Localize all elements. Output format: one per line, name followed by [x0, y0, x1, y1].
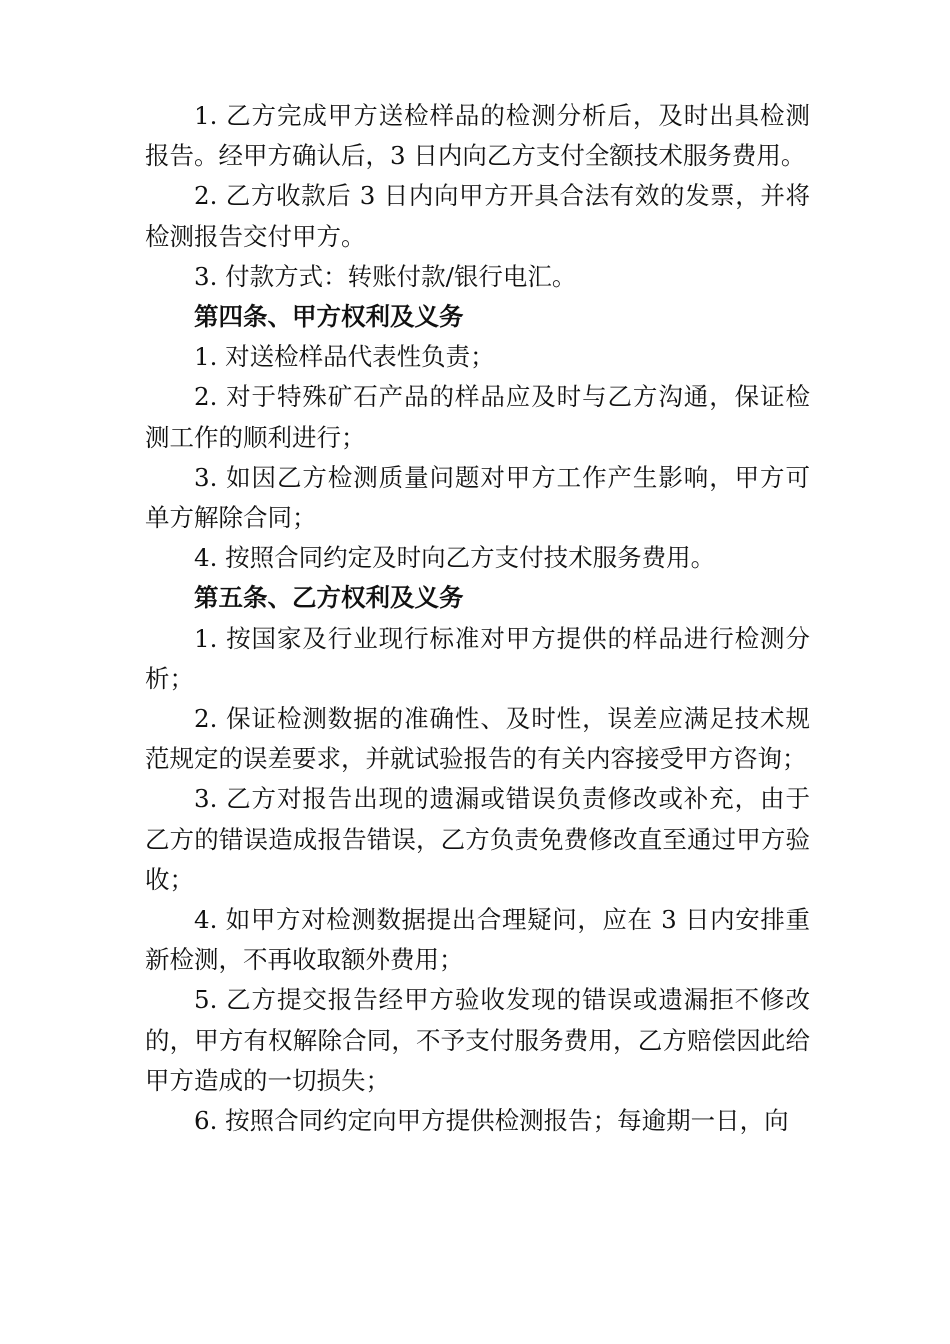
section-heading-article-5: 第五条、乙方权利及义务 [194, 583, 464, 613]
party-b-clause-2: 2. 保证检测数据的准确性、及时性，误差应满足技术规范规定的误差要求，并就试验报告的有关内容接受甲方咨询； [145, 704, 810, 774]
party-a-clause-2: 2. 对于特殊矿石产品的样品应及时与乙方沟通，保证检测工作的顺利进行； [145, 382, 810, 452]
payment-clause-2: 2. 乙方收款后 3 日内向甲方开具合法有效的发票，并将检测报告交付甲方。 [145, 181, 810, 251]
party-b-clause-1: 1. 按国家及行业现行标准对甲方提供的样品进行检测分析； [145, 623, 810, 693]
party-b-clause-6: 6. 按照合同约定向甲方提供检测报告；每逾期一日，向 [194, 1106, 789, 1136]
payment-clause-1: 1. 乙方完成甲方送检样品的检测分析后，及时出具检测报告。经甲方确认后，3 日内向乙方支付全额技术服务费用。 [145, 101, 810, 171]
party-a-clause-1: 1. 对送检样品代表性负责； [194, 342, 495, 372]
party-b-clause-3: 3. 乙方对报告出现的遗漏或错误负责修改或补充，由于乙方的错误造成报告错误，乙方负责免费修改直至通过甲方验收； [145, 784, 810, 894]
payment-clause-3: 3. 付款方式：转账付款/银行电汇。 [194, 261, 577, 291]
party-b-clause-5: 5. 乙方提交报告经甲方验收发现的错误或遗漏拒不修改的，甲方有权解除合同，不予支付服务费用，乙方赔偿因此给甲方造成的一切损失； [145, 985, 810, 1095]
party-b-clause-4: 4. 如甲方对检测数据提出合理疑问，应在 3 日内安排重新检测，不再收取额外费用； [145, 905, 810, 975]
section-heading-article-4: 第四条、甲方权利及义务 [194, 302, 464, 332]
party-a-clause-4: 4. 按照合同约定及时向乙方支付技术服务费用。 [194, 543, 716, 573]
party-a-clause-3: 3. 如因乙方检测质量问题对甲方工作产生影响，甲方可单方解除合同； [145, 462, 810, 533]
document-page [145, 96, 810, 1141]
